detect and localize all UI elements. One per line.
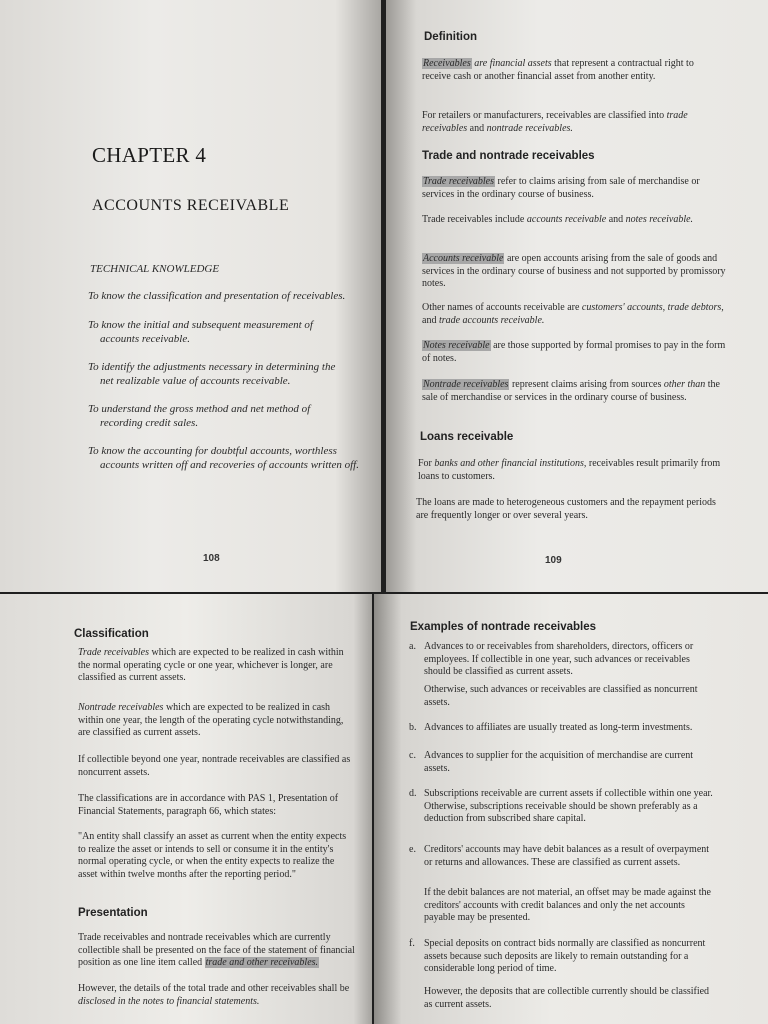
retailers-paragraph xyxy=(422,110,722,135)
page-109 xyxy=(386,0,768,592)
page-classification xyxy=(0,594,372,1024)
text-span: are open accounts arising from the sale of goods and services in the ordinary course of business and not supported by promissory notes. xyxy=(422,253,726,289)
text-span: and xyxy=(422,314,439,326)
text-span: that represent a contractual right to receive cash or another financial asset from another entity. xyxy=(422,58,694,82)
details-paragraph xyxy=(78,983,356,1008)
examples-heading: Examples of nontrade receivables xyxy=(410,621,596,633)
item-text: Advances to or receivables from shareholders, directors, officers or employees. If collectible in one year, such advances or receivables should be classified as current assets. xyxy=(424,641,694,677)
highlight-term: Trade receivables xyxy=(423,176,495,187)
page-number: 109 xyxy=(545,555,562,566)
item-label: a. xyxy=(409,641,416,652)
item-text: Creditors' accounts may have debit balances as a result of overpayment or returns and allowances. These are classified as current assets. xyxy=(424,844,710,868)
example-item-e-extra xyxy=(424,887,716,925)
objective-5 xyxy=(88,444,368,472)
loans-heading: Loans receivable xyxy=(420,431,514,443)
text-span: However, the details of the total trade and other receivables shall be xyxy=(78,983,350,994)
nontrade-paragraph xyxy=(422,379,727,404)
definition-paragraph xyxy=(422,58,722,83)
example-item-d xyxy=(409,788,716,826)
text-span: the sale of merchandise or services in the ordinary course of business. xyxy=(422,379,720,403)
classification-paragraph-3: If collectible beyond one year, nontrade receivables are classified as noncurrent assets. xyxy=(78,754,351,778)
trade-paragraph xyxy=(422,176,727,201)
text-span: Nontrade receivables xyxy=(78,702,164,713)
item-label: d. xyxy=(409,788,417,799)
item-label: e. xyxy=(409,844,416,855)
presentation-paragraph xyxy=(78,932,356,970)
text-span: banks and other financial institutions, xyxy=(434,458,587,469)
pas1-quote: "An entity shall classify an asset as current when the entity expects to realize the asset or intends to sell or consume it in the entity's normal operating cycle, or when the entity expects to realize the asset within twelve months after the reporting period." xyxy=(78,831,347,880)
highlight-term: Nontrade receivables xyxy=(423,379,509,390)
item-text: Advances to supplier for the acquisition of merchandise are current assets. xyxy=(424,750,694,774)
text-span: are those supported by formal promises to pay in the form of notes. xyxy=(422,340,726,364)
text-span: Other names of accounts receivable are xyxy=(422,302,582,313)
objective-line: To know the initial and subsequent measurement of xyxy=(88,319,313,331)
objective-line: To identify the adjustments necessary in determining the xyxy=(88,361,336,373)
text-span: For retailers or manufacturers, receivables are classified into xyxy=(422,110,667,121)
notes-receivable-paragraph xyxy=(422,340,727,365)
item-text: If the debit balances are not material, an offset may be made against the creditors' accounts with credit balances and only the net accounts payable may be presented. xyxy=(424,887,711,923)
highlight-term: Accounts receivable xyxy=(423,253,504,264)
objective-2 xyxy=(88,318,373,346)
classification-paragraph-1 xyxy=(78,647,356,685)
item-text: Special deposits on contract bids normally are classified as noncurrent assets because such deposits are likely to remain outstanding for a considerable long period of time. xyxy=(424,938,706,974)
text-span: customers' accounts, trade debtors, xyxy=(581,302,724,313)
objective-4 xyxy=(88,402,373,430)
text-span: For xyxy=(418,458,435,469)
classification-paragraph-4: The classifications are in accordance with PAS 1, Presentation of Financial Statements, paragraph 66, which states: xyxy=(78,793,339,817)
text-span: which are expected to be realized in cash within one year, the length of the operating cycle notwithstanding, are classified as current assets. xyxy=(78,702,344,738)
item-text: Subscriptions receivable are current assets if collectible within one year. Otherwise, subscriptions receivable should be shown preferably as a deduction from subscribed share capital. xyxy=(424,788,713,824)
text-span: which are expected to be realized in cash within the normal operating cycle or one year, whichever is longer, are classified as current assets. xyxy=(78,647,344,683)
example-item-b xyxy=(409,722,714,735)
text-span: represent claims arising from sources xyxy=(509,379,664,390)
objective-line: To know the accounting for doubtful accounts, worthless xyxy=(88,445,337,457)
text-span: trade receivables xyxy=(422,110,688,134)
item-label: f. xyxy=(409,938,415,949)
item-label: b. xyxy=(409,722,417,733)
text-span: receivables result primarily from loans to customers. xyxy=(418,458,721,482)
text-span: nontrade receivables. xyxy=(486,122,573,134)
text-span: and xyxy=(467,122,487,134)
trade-heading: Trade and nontrade receivables xyxy=(422,150,595,162)
text-span: and xyxy=(606,214,626,225)
objective-1 xyxy=(88,289,378,303)
text-span: accounts receivable xyxy=(526,214,607,225)
objective-line-cont: accounts receivable. xyxy=(100,333,190,345)
text-span: are financial assets xyxy=(471,58,552,69)
page-108 xyxy=(0,0,381,592)
objective-line-cont: accounts written off and recoveries of accounts written off. xyxy=(100,459,359,471)
example-item-f-extra xyxy=(424,986,716,1011)
text-span: Trade receivables xyxy=(78,647,150,658)
definition-heading: Definition xyxy=(424,31,478,43)
classification-paragraph-2 xyxy=(78,702,356,740)
example-item-c xyxy=(409,750,714,775)
text-span: refer to claims arising from sale of merchandise or services in the ordinary course of business. xyxy=(422,176,700,200)
objective-3 xyxy=(88,360,373,388)
text-span: Trade receivables and nontrade receivables which are currently collectible shall be presented on the face of the statement of financial position as one line item called xyxy=(78,932,355,968)
item-text: Otherwise, such advances or receivables are classified as noncurrent assets. xyxy=(424,684,698,708)
objective-line-cont: net realizable value of accounts receivable. xyxy=(100,375,291,387)
page-examples xyxy=(374,594,768,1024)
example-item-a-extra xyxy=(424,684,714,709)
classification-heading: Classification xyxy=(74,628,149,640)
text-span: other than xyxy=(663,379,706,390)
chapter-title: ACCOUNTS RECEIVABLE xyxy=(92,197,290,214)
trade-include-paragraph xyxy=(422,214,727,227)
example-item-a xyxy=(409,641,714,679)
chapter-number: CHAPTER 4 xyxy=(92,143,207,167)
accounts-receivable-paragraph xyxy=(422,253,727,291)
objective-line-cont: recording credit sales. xyxy=(100,417,199,429)
item-label: c. xyxy=(409,750,416,761)
objective-line: To understand the gross method and net method of xyxy=(88,403,311,415)
item-text: Advances to affiliates are usually treated as long-term investments. xyxy=(424,722,693,733)
highlight-term: Receivables xyxy=(423,58,471,69)
text-span: Trade receivables include xyxy=(422,214,527,225)
objective-line: To know the classification and presentation of receivables. xyxy=(88,290,346,302)
page-number: 108 xyxy=(203,553,220,564)
presentation-heading: Presentation xyxy=(78,907,148,919)
highlight-term: Notes receivable xyxy=(423,340,490,351)
other-names-paragraph xyxy=(422,302,727,327)
text-span: trade accounts receivable. xyxy=(438,314,545,326)
section-label: TECHNICAL KNOWLEDGE xyxy=(90,263,220,275)
text-span: notes receivable. xyxy=(625,214,694,225)
text-span: disclosed in the notes to financial statements. xyxy=(78,995,260,1007)
example-item-f xyxy=(409,938,716,976)
loans-paragraph xyxy=(418,458,726,483)
item-text: However, the deposits that are collectible currently should be classified as current assets. xyxy=(424,986,710,1010)
highlight-term: trade and other receivables. xyxy=(205,957,319,968)
loans-paragraph-2: The loans are made to heterogeneous customers and the repayment periods are frequently longer or over several years. xyxy=(416,497,716,521)
example-item-e xyxy=(409,844,716,869)
